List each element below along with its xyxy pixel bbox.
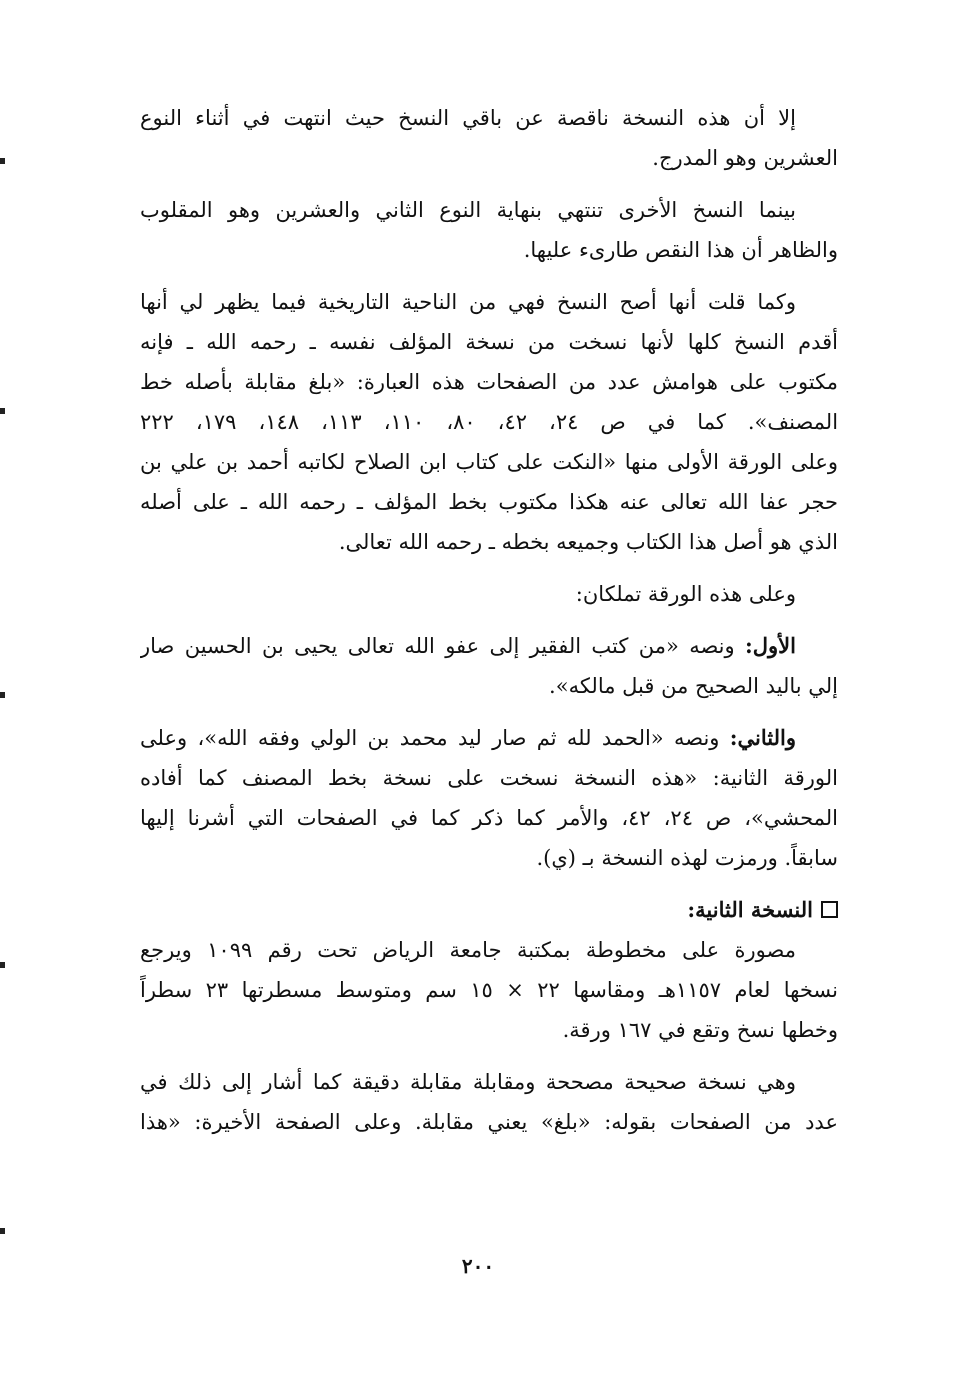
- paragraph: [140, 98, 838, 178]
- scan-edge-mark: [0, 1228, 5, 1234]
- text-line: والظاهر أن هذا النقص طارىء عليها.: [523, 238, 838, 262]
- text-line: الورقة الثانية: «هذه النسخة نسخت على نسخة بخط المصنف كما أفاده: [140, 766, 838, 790]
- text-line: إلا أن هذه النسخة ناقصة عن باقي النسخ حيث انتهت في أثناء النوع: [140, 106, 796, 130]
- text-line: المصنف». كما في ص ٢٤، ٤٢، ٨٠، ١١٠، ١١٣، ١٤٨، ١٧٩، ٢٢٢: [140, 410, 838, 434]
- paragraph-first-ownership: [140, 626, 838, 706]
- text-line: وعلى الورقة الأولى منها «النكت على كتاب ابن الصلاح لكاتبه أحمد بن علي بن: [140, 450, 838, 474]
- text-line: نسخها لعام ١١٥٧هـ ومقاسها ٢٢ × ١٥ سم ومتوسط مسطرتها ٢٣ سطراً: [140, 978, 838, 1002]
- text-line: العشرين وهو المدرج.: [652, 146, 838, 170]
- lead-label: والثاني:: [729, 725, 796, 750]
- paragraph: [140, 282, 838, 562]
- text-fragment: ونصه «من كتب الفقير إلى عفو الله تعالى يحيى بن الحسين صار: [140, 634, 735, 658]
- text-fragment: ونصه «الحمد لله ثم صار ليد محمد بن الولي وفقه الله»، وعلى: [140, 726, 720, 750]
- text-line: [140, 718, 838, 758]
- section-heading: [140, 890, 838, 930]
- text-line: المحشي»، ص ٢٤، ٤٢، والأمر كما ذكر كما في الصفحات التي أشرنا إليها: [140, 806, 838, 830]
- page-body: [140, 98, 838, 1154]
- paragraph: [140, 190, 838, 270]
- text-line: إلي باليد الصحيح من قبل مالكه».: [549, 674, 838, 698]
- paragraph-second-ownership: [140, 718, 838, 878]
- scan-edge-mark: [0, 408, 5, 414]
- text-line: وخطها نسخ وتقع في ١٦٧ ورقة.: [562, 1018, 838, 1042]
- text-line: وكما قلت أنها أصح النسخ فهي من الناحية التاريخية فيما يظهر لي أنها: [140, 290, 796, 314]
- scan-edge-mark: [0, 962, 5, 968]
- text-line: مكتوب على هوامش عدد من الصفحات هذه العبارة: «بلغ مقابلة بأصله خط: [140, 370, 838, 394]
- paragraph: [140, 930, 838, 1050]
- text-line: عدد من الصفحات بقوله: «بلغ» يعني مقابلة. وعلى الصفحة الأخيرة: «هذا: [140, 1110, 838, 1134]
- text-line: الذي هو أصل هذا الكتاب وجميعه بخطه ـ رحمه الله تعالى.: [338, 530, 838, 554]
- text-line: بينما النسخ الأخرى تنتهي بنهاية النوع الثاني والعشرين وهو المقلوب: [140, 198, 796, 222]
- paragraph: [140, 574, 838, 614]
- text-line: وعلى هذه الورقة تملكان:: [575, 582, 796, 606]
- text-line: سابقاً. ورمزت لهذه النسخة بـ (ي).: [536, 846, 838, 870]
- text-line: وهي نسخة صحيحة مصححة ومقابلة مقابلة دقيقة كما أشار إلى ذلك في: [140, 1070, 796, 1094]
- text-line: مصورة على مخطوطة بمكتبة جامعة الرياض تحت رقم ١٠٩٩ ويرجع: [140, 938, 796, 962]
- paragraph: [140, 1062, 838, 1142]
- page-number: ٢٠٠: [461, 1254, 495, 1278]
- scan-edge-mark: [0, 158, 5, 164]
- text-line: حجر عفا الله تعالى عنه هكذا مكتوب بخط المؤلف ـ رحمه الله ـ على أصله: [140, 490, 838, 514]
- text-line: [140, 626, 838, 666]
- section-heading-text: النسخة الثانية:: [687, 897, 813, 922]
- text-line: أقدم النسخ كلها لأنها نسخت من نسخة المؤلف نفسه ـ رحمه الله ـ فإنه: [140, 330, 838, 354]
- square-bullet-icon: [821, 901, 838, 918]
- lead-label: الأول:: [745, 633, 796, 658]
- scan-edge-mark: [0, 692, 5, 698]
